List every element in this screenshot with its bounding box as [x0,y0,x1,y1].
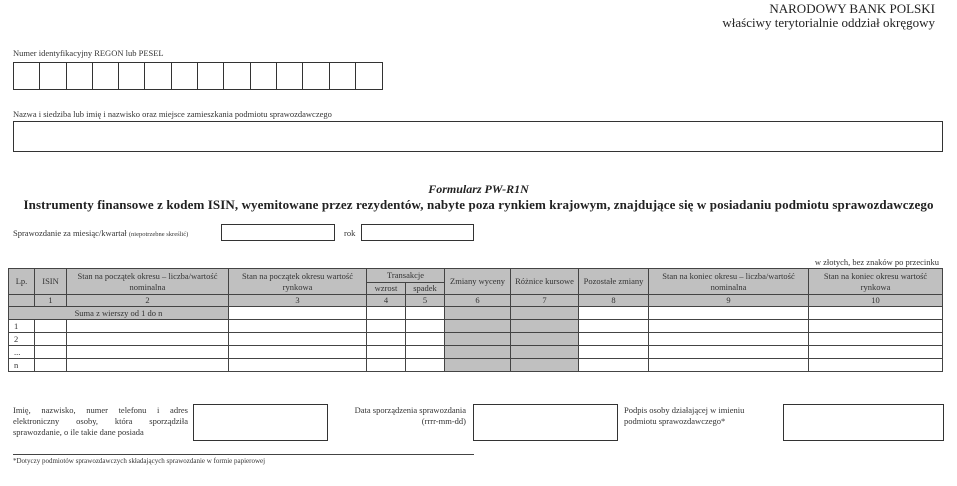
cell[interactable] [367,320,406,333]
regon-digit-cell[interactable] [93,63,119,89]
year-field[interactable] [361,224,474,241]
cell[interactable] [406,359,445,372]
cell[interactable] [649,346,809,359]
cell[interactable] [67,333,229,346]
cell[interactable] [67,346,229,359]
cell [445,359,511,372]
entity-field[interactable] [13,121,943,152]
regon-digit-cell[interactable] [251,63,277,89]
cell [445,346,511,359]
cell[interactable] [809,359,943,372]
regon-digit-cell[interactable] [67,63,93,89]
cell[interactable] [579,320,649,333]
branch-name: właściwy terytorialnie oddział okręgowy [722,15,935,30]
cell[interactable] [229,333,367,346]
header-valuation: Zmiany wyceny [445,269,511,295]
cell[interactable] [35,333,67,346]
cell[interactable] [579,359,649,372]
col-number: 2 [67,295,229,307]
cell[interactable] [35,320,67,333]
col-number: 1 [35,295,67,307]
col-number: 10 [809,295,943,307]
table-row [9,333,943,346]
header-end-market: Stan na koniec okresu wartość rynkowa [809,269,943,295]
period-label: Sprawozdanie za miesiąc/kwartał [13,228,127,238]
regon-digit-cell[interactable] [277,63,303,89]
signature-field[interactable] [783,404,944,441]
regon-digit-cell[interactable] [356,63,382,89]
col-number-blank [9,295,35,307]
cell[interactable] [229,307,367,320]
entity-label: Nazwa i siedziba lub imię i nazwisko oraz miejsce zamieszkania podmiotu sprawozdawczego [13,109,332,119]
cell[interactable] [406,346,445,359]
cell[interactable] [649,307,809,320]
cell[interactable] [229,359,367,372]
cell[interactable] [649,333,809,346]
col-number: 8 [579,295,649,307]
cell [445,307,511,320]
header-transactions: Transakcje [367,269,445,283]
cell[interactable] [35,346,67,359]
cell [511,307,579,320]
footnote-divider [13,454,474,455]
col-number: 7 [511,295,579,307]
form-title: Formularz PW-R1N [428,182,529,196]
cell [511,320,579,333]
header-start-nominal: Stan na początek okresu – liczba/wartość nominalna [67,269,229,295]
row-number: n [9,359,35,372]
cell [511,359,579,372]
cell[interactable] [649,320,809,333]
col-number: 4 [367,295,406,307]
signature-label: Podpis osoby działającej w imieniu podmiotu sprawozdawczego* [624,405,745,426]
cell[interactable] [406,333,445,346]
cell[interactable] [367,359,406,372]
cell[interactable] [67,359,229,372]
period-label-wrap [13,228,188,238]
regon-digit-cell[interactable] [40,63,66,89]
sum-label: Suma z wierszy od 1 do n [9,307,229,320]
header-increase: wzrost [367,283,406,295]
cell[interactable] [229,346,367,359]
cell[interactable] [406,320,445,333]
cell[interactable] [809,307,943,320]
header-end-nominal: Stan na koniec okresu – liczba/wartość nominalna [649,269,809,295]
cell[interactable] [809,333,943,346]
cell[interactable] [35,359,67,372]
regon-digit-cell[interactable] [303,63,329,89]
date-format: (rrrr-mm-dd) [421,416,466,426]
col-number: 9 [649,295,809,307]
regon-digit-cell[interactable] [145,63,171,89]
bank-name: NARODOWY BANK POLSKI [769,1,935,16]
person-field[interactable] [193,404,328,441]
units-note: w złotych, bez znaków po przecinku [814,257,939,267]
cell[interactable] [809,346,943,359]
table-row [9,346,943,359]
date-label: Data sporządzenia sprawozdania [354,405,466,415]
cell[interactable] [809,320,943,333]
cell[interactable] [579,333,649,346]
col-number: 5 [406,295,445,307]
header-lp: Lp. [9,269,35,295]
cell[interactable] [367,333,406,346]
row-number: ... [9,346,35,359]
header-start-market: Stan na początek okresu wartość rynkowa [229,269,367,295]
cell[interactable] [67,320,229,333]
col-number: 3 [229,295,367,307]
cell[interactable] [229,320,367,333]
row-number: 2 [9,333,35,346]
regon-label: Numer identyfikacyjny REGON lub PESEL [13,48,164,58]
date-label-wrap [350,405,466,427]
regon-digit-cell[interactable] [172,63,198,89]
sum-row [9,307,943,320]
cell [511,346,579,359]
header-decrease: spadek [406,283,445,295]
footnote: *Dotyczy podmiotów sprawozdawczych składających sprawozdanie w formie papierowej [13,457,266,465]
regon-input[interactable] [13,62,383,90]
cell [445,333,511,346]
period-field[interactable] [221,224,335,241]
form-subtitle: Instrumenty finansowe z kodem ISIN, wyemitowane przez rezydentów, nabyte poza rynkiem krajowym, znajdujące się w posiadaniu podmiotu sprawozdawczego [23,197,934,212]
table-row [9,359,943,372]
cell [445,320,511,333]
cell[interactable] [406,307,445,320]
header-fx: Różnice kursowe [511,269,579,295]
year-label: rok [344,228,356,238]
header-isin: ISIN [35,269,67,295]
cell [511,333,579,346]
cell[interactable] [579,346,649,359]
period-note: (niepotrzebne skreślić) [128,231,189,238]
regon-digit-cell[interactable] [224,63,250,89]
header-other: Pozostałe zmiany [579,269,649,295]
regon-digit-cell[interactable] [330,63,356,89]
person-label: Imię, nazwisko, numer telefonu i adres elektroniczny osoby, która sporządziła sprawozdanie, o ile takie dane posiada [13,405,188,437]
cell[interactable] [367,307,406,320]
regon-digit-cell[interactable] [14,63,40,89]
cell[interactable] [649,359,809,372]
regon-digit-cell[interactable] [119,63,145,89]
cell[interactable] [579,307,649,320]
row-number: 1 [9,320,35,333]
data-table [8,268,943,372]
table-row [9,320,943,333]
cell[interactable] [367,346,406,359]
col-number: 6 [445,295,511,307]
date-field[interactable] [473,404,618,441]
regon-digit-cell[interactable] [198,63,224,89]
